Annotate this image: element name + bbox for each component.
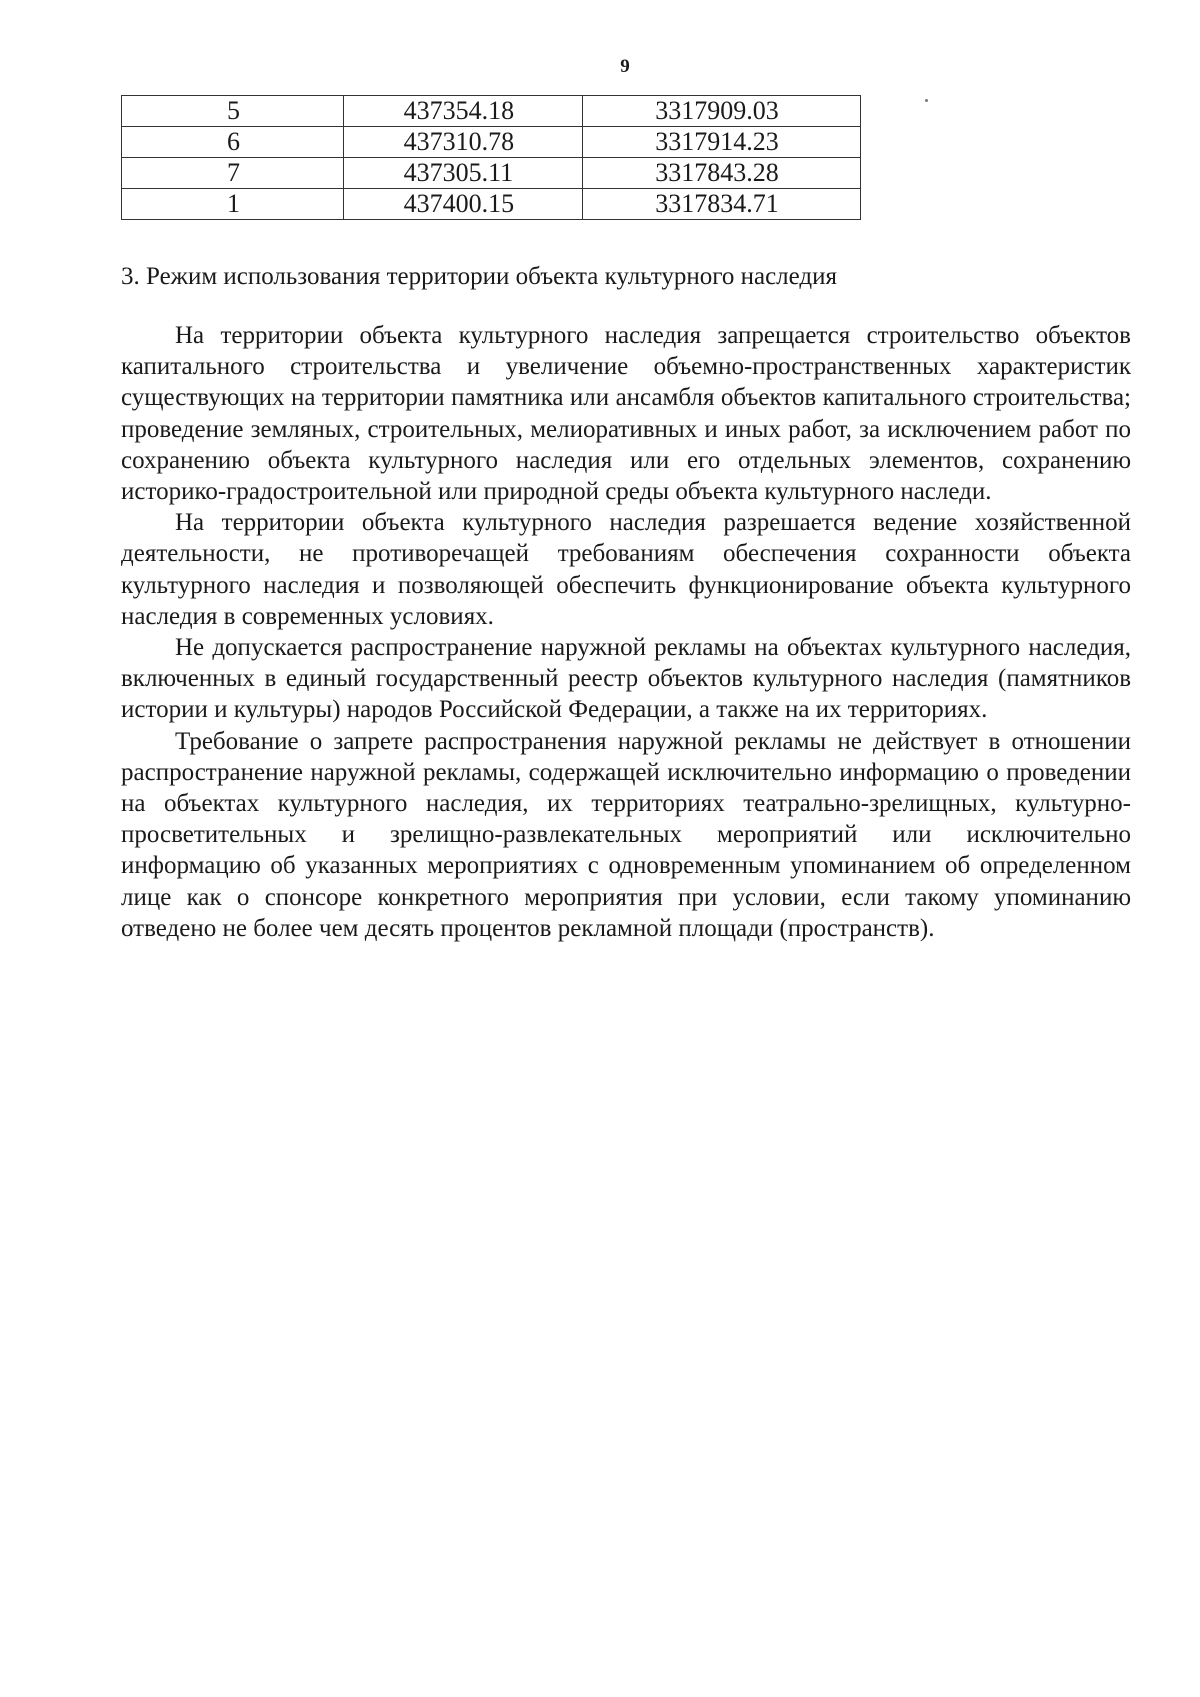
point-number-cell: 1 [122, 189, 344, 220]
point-number-cell: 6 [122, 127, 344, 158]
paragraph-construction-ban: На территории объекта культурного наследия запрещается строительство объектов капитального строительства и увеличение объемно-пространственных характеристик существующих на территории памятника или ансамбля объектов капитального строительства; проведение земляных, строительных, мелиоративных и иных работ, за исключением работ по сохранению объекта культурного наследия или его отдельных элементов, сохранению историко-градостроительной или природной среды объекта культурного наследи. [121, 322, 1131, 506]
y-coordinate-cell: 3317834.71 [583, 189, 861, 220]
paragraph-allowed-activity: На территории объекта культурного наследия разрешается ведение хозяйственной деятельности, не противоречащей требованиям обеспечения сохранности объекта культурного наследия и позволяющей обеспечить функционирование объекта культурного наследия в современных условиях. [121, 509, 1131, 630]
y-coordinate-cell: 3317909.03 [583, 96, 861, 127]
x-coordinate-cell: 437400.15 [343, 189, 583, 220]
x-coordinate-cell: 437354.18 [343, 96, 583, 127]
x-coordinate-cell: 437310.78 [343, 127, 583, 158]
coordinates-table [121, 95, 861, 220]
y-coordinate-cell: 3317843.28 [583, 158, 861, 189]
paragraph-advertising-ban: Не допускается распространение наружной рекламы на объектах культурного наследия, включенных в единый государственный реестр объектов культурного наследия (памятников истории и культуры) народов Российской Федерации, а также на их территориях. [121, 634, 1131, 724]
page-number: 9 [620, 56, 630, 77]
section-body [121, 320, 1131, 944]
table-row [122, 127, 861, 158]
scan-speck [925, 99, 928, 102]
section-heading: 3. Режим использования территории объекта культурного наследия [121, 263, 838, 290]
paragraph-advertising-exception: Требование о запрете распространения наружной рекламы не действует в отношении распространение наружной рекламы, содержащей исключительно информацию о проведении на объектах культурного наследия, их территориях театрально-зрелищных, культурно-просветительных и зрелищно-развлекательных мероприятий или исключительно информацию об указанных мероприятиях с одновременным упоминанием об определенном лице как о спонсоре конкретного мероприятия при условии, если такому упоминанию отведено не более чем десять процентов рекламной площади (пространств). [121, 727, 1131, 942]
table-row [122, 158, 861, 189]
point-number-cell: 7 [122, 158, 344, 189]
table-row [122, 96, 861, 127]
point-number-cell: 5 [122, 96, 344, 127]
table-row [122, 189, 861, 220]
y-coordinate-cell: 3317914.23 [583, 127, 861, 158]
x-coordinate-cell: 437305.11 [343, 158, 583, 189]
